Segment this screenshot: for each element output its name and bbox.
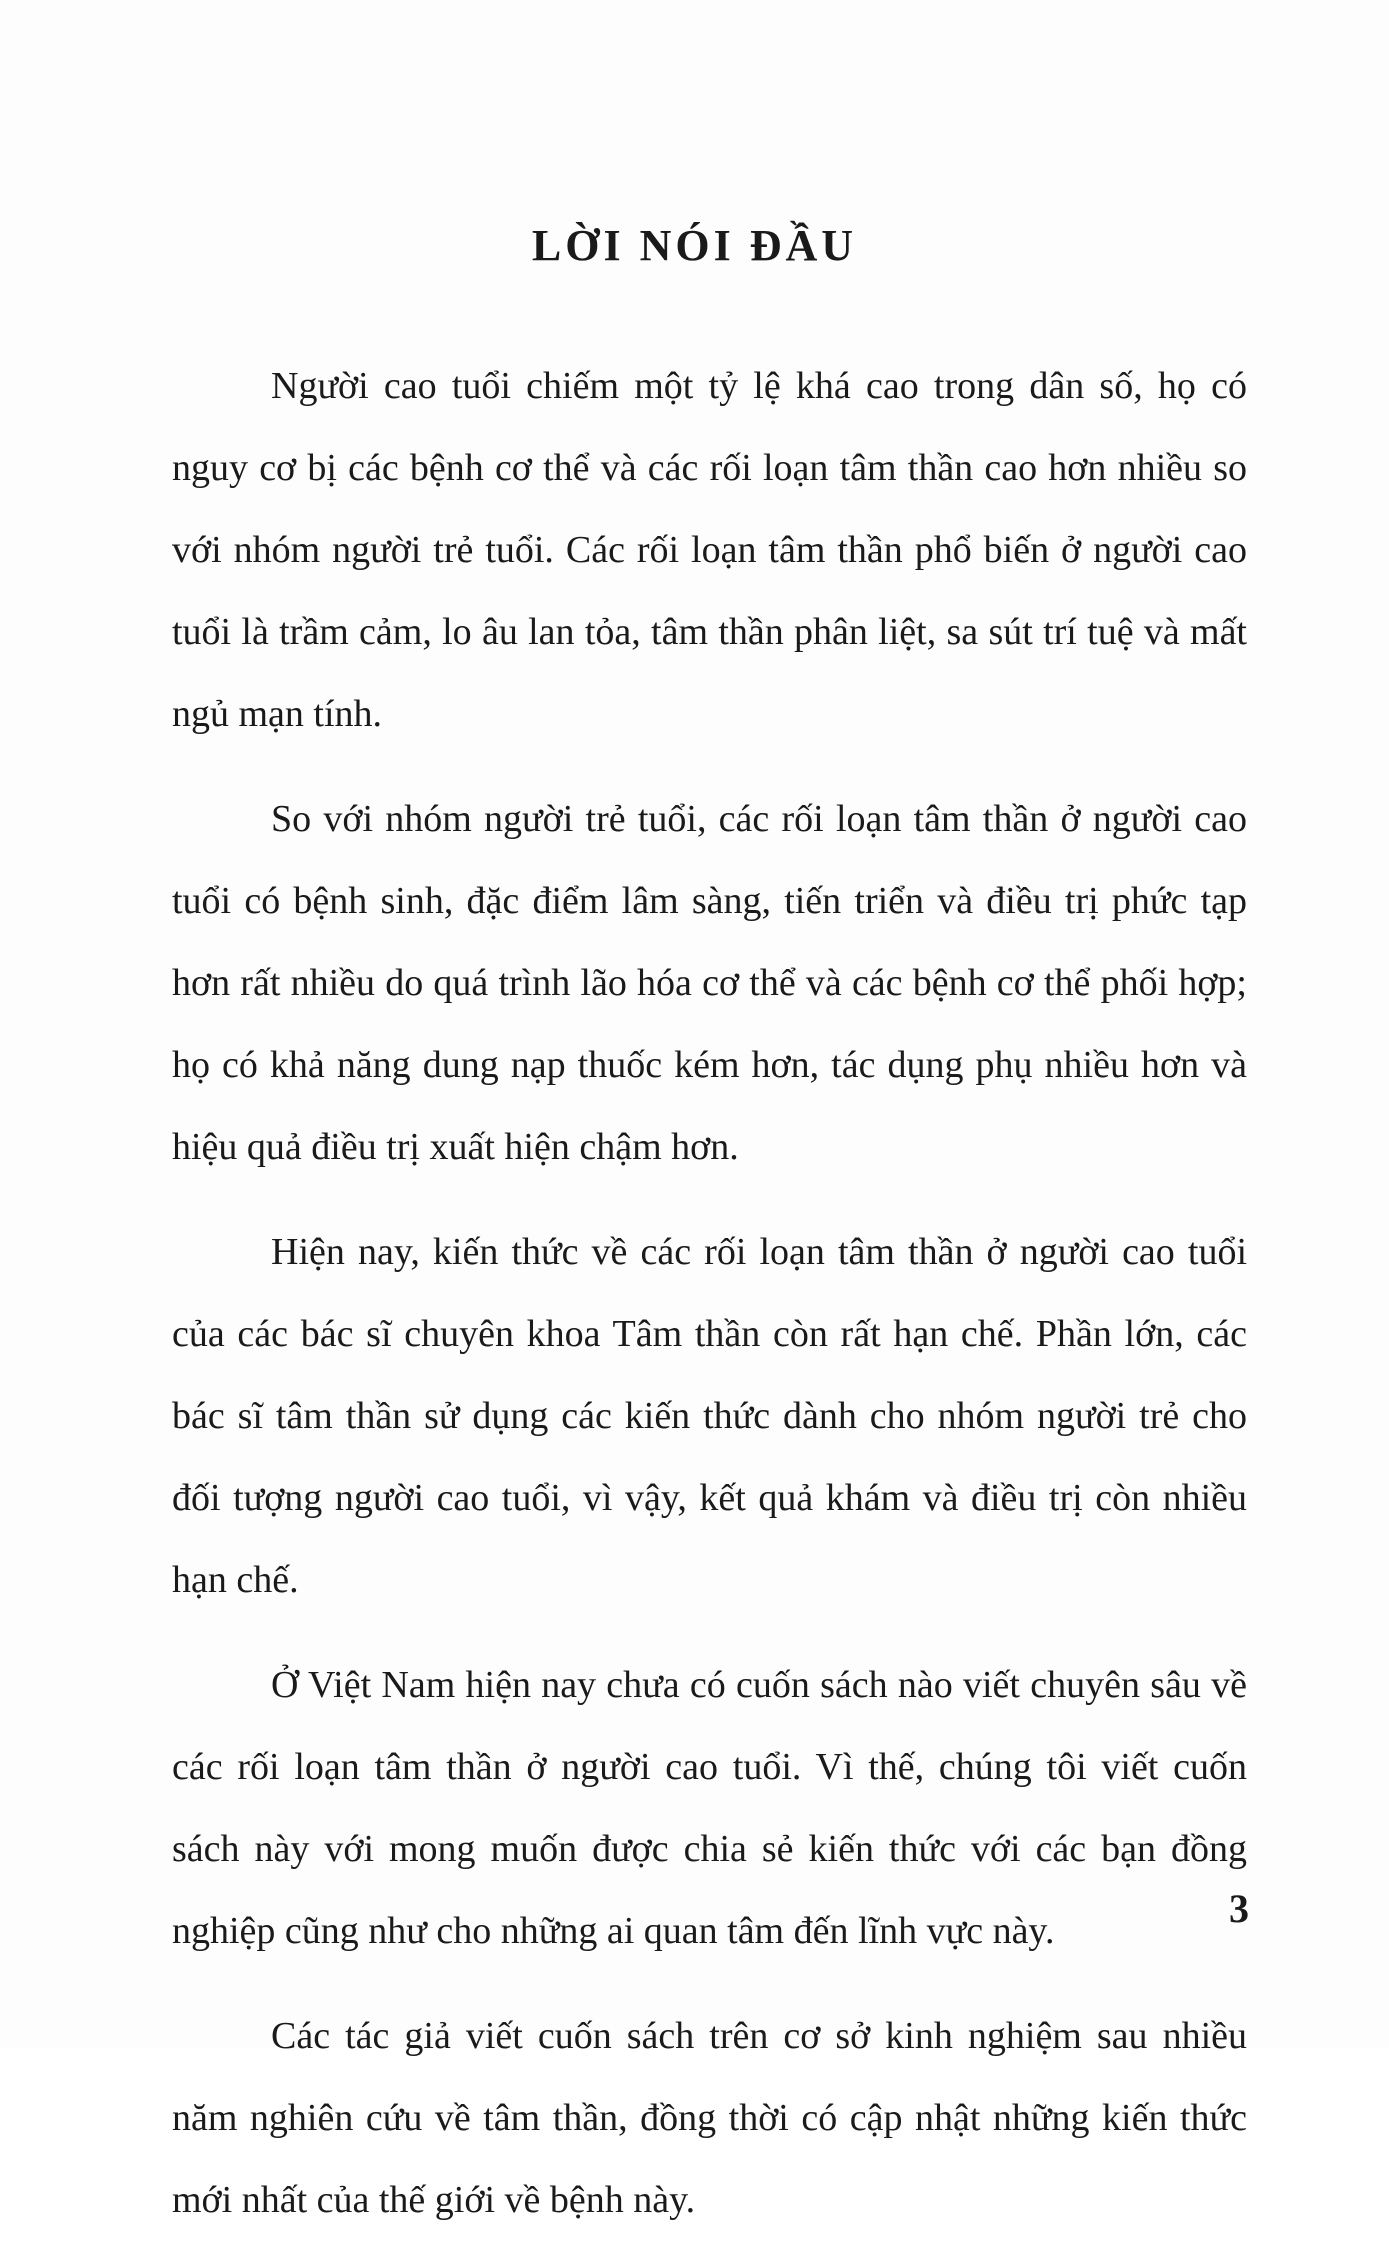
paragraph-1: Người cao tuổi chiếm một tỷ lệ khá cao trong dân số, họ có nguy cơ bị các bệnh cơ thể và các rối loạn tâm thần cao hơn nhiều so với nhóm người trẻ tuổi. Các rối loạn tâm thần phổ biến ở người cao tuổi là trầm cảm, lo âu lan tỏa, tâm thần phân liệt, sa sút trí tuệ và mất ngủ mạn tính. [172, 365, 1247, 735]
page-title: LỜI NÓI ĐẦU [531, 221, 858, 270]
paragraph-2: So với nhóm người trẻ tuổi, các rối loạn tâm thần ở người cao tuổi có bệnh sinh, đặc điểm lâm sàng, tiến triển và điều trị phức tạp hơn rất nhiều do quá trình lão hóa cơ thể và các bệnh cơ thể phối hợp; họ có khả năng dung nạp thuốc kém hơn, tác dụng phụ nhiều hơn và hiệu quả điều trị xuất hiện chậm hơn. [172, 798, 1247, 1168]
paragraph-3: Hiện nay, kiến thức về các rối loạn tâm thần ở người cao tuổi của các bác sĩ chuyên khoa Tâm thần còn rất hạn chế. Phần lớn, các bác sĩ tâm thần sử dụng các kiến thức dành cho nhóm người trẻ cho đối tượng người cao tuổi, vì vậy, kết quả khám và điều trị còn nhiều hạn chế. [172, 1231, 1247, 1601]
page-number: 3 [1229, 1886, 1249, 1931]
paragraph-4: Ở Việt Nam hiện nay chưa có cuốn sách nào viết chuyên sâu về các rối loạn tâm thần ở người cao tuổi. Vì thế, chúng tôi viết cuốn sách này với mong muốn được chia sẻ kiến thức với các bạn đồng nghiệp cũng như cho những ai quan tâm đến lĩnh vực này. [172, 1664, 1247, 1952]
body-text [172, 345, 1247, 2264]
paragraph-5: Các tác giả viết cuốn sách trên cơ sở kinh nghiệm sau nhiều năm nghiên cứu về tâm thần, đồng thời có cập nhật những kiến thức mới nhất của thế giới về bệnh này. [172, 2015, 1247, 2221]
